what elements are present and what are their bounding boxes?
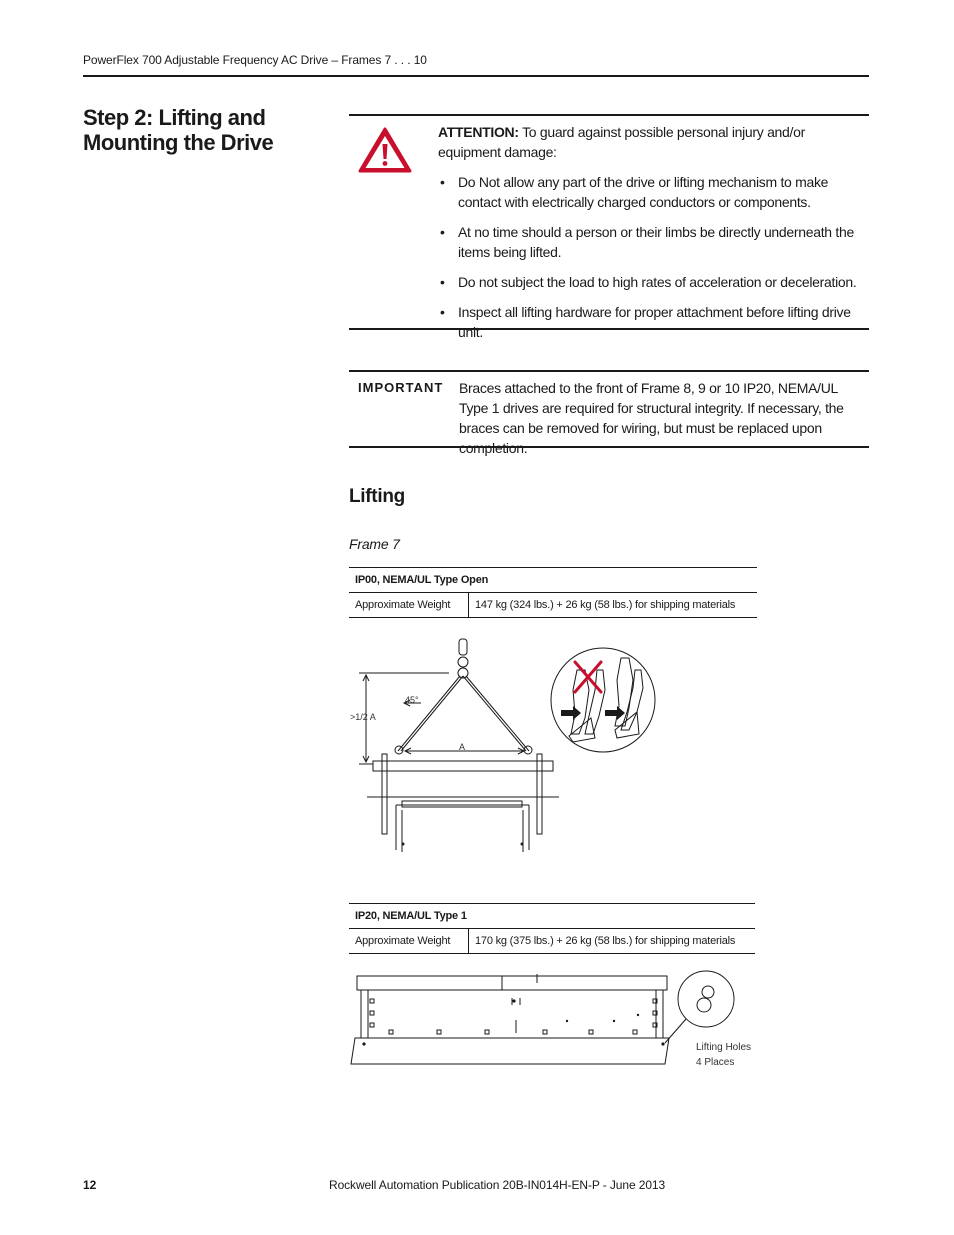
table-row: [349, 593, 757, 618]
attention-intro-text: To guard against possible personal injury and/or equipment damage:: [438, 124, 805, 160]
warning-triangle-icon: [358, 126, 412, 179]
table-cell-value: 170 kg (375 lbs.) + 26 kg (58 lbs.) for shipping materials: [469, 929, 756, 954]
table-header: IP20, NEMA/UL Type 1: [349, 904, 755, 929]
weight-table-open: [349, 567, 757, 618]
table-cell-label: Approximate Weight: [349, 593, 469, 618]
running-header: PowerFlex 700 Adjustable Frequency AC Drive – Frames 7 . . . 10: [83, 53, 427, 67]
header-rule: [83, 75, 869, 77]
lifting-diagram-open: [349, 630, 661, 860]
page-number: 12: [83, 1178, 97, 1192]
section-title-lifting: Lifting: [349, 486, 405, 507]
weight-table-type1: [349, 903, 755, 954]
table-cell-label: Approximate Weight: [349, 929, 469, 954]
attention-bullet: • At no time should a person or their limbs be directly underneath the items being lifted.: [440, 224, 854, 260]
step-title: Step 2: Lifting and Mounting the Drive: [83, 105, 274, 155]
footer-publication: Rockwell Automation Publication 20B-IN014H-EN-P - June 2013: [329, 1178, 666, 1192]
important-text: Braces attached to the front of Frame 8, 9 or 10 IP20, NEMA/UL Type 1 drives are required for structural integrity. If necessary, the braces can be removed for wiring, but must be replaced upon completion.: [459, 380, 844, 456]
attention-bullet: • Inspect all lifting hardware for proper attachment before lifting drive unit.: [440, 304, 851, 340]
attention-lead: ATTENTION:: [438, 124, 519, 140]
attention-bullet: • Do not subject the load to high rates of acceleration or deceleration.: [440, 274, 857, 290]
table-cell-value: 147 kg (324 lbs.) + 26 kg (58 lbs.) for shipping materials: [469, 593, 758, 618]
span-label: A: [459, 742, 466, 752]
attention-intro: [438, 122, 866, 162]
angle-label: 45°: [405, 695, 419, 705]
height-label: >1/2 A: [350, 712, 376, 722]
attention-bullet: • Do Not allow any part of the drive or lifting mechanism to make contact with electrically charged conductors or components.: [440, 174, 829, 210]
figure-caption: Frame 7: [349, 536, 400, 552]
lifting-holes-label: Lifting Holes 4 Places: [696, 1042, 752, 1068]
attention-text: [438, 122, 866, 342]
table-header: IP00, NEMA/UL Type Open: [349, 568, 757, 593]
important-label: IMPORTANT: [358, 380, 444, 395]
table-row: [349, 929, 755, 954]
